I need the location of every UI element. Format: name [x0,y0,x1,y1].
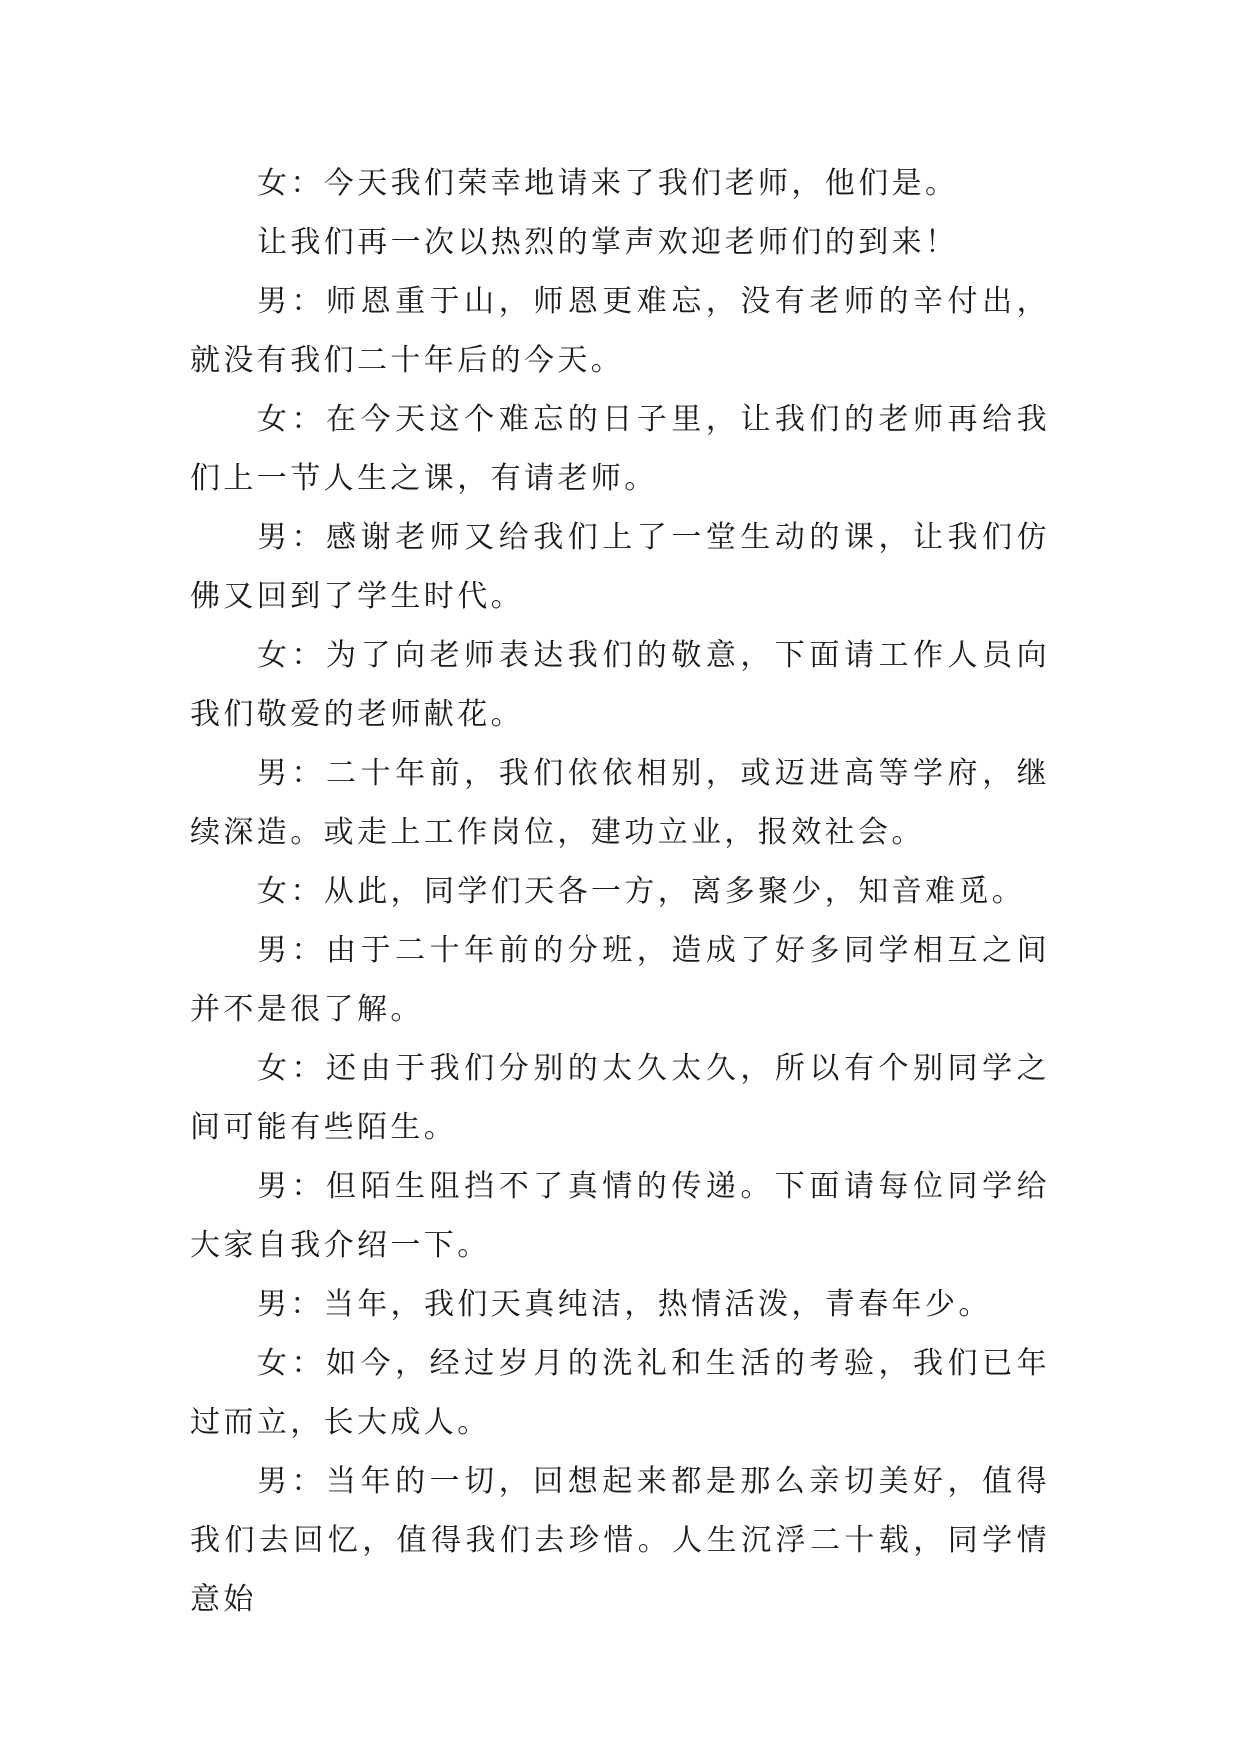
paragraph: 男：师恩重于山，师恩更难忘，没有老师的辛付出，就没有我们二十年后的今天。 [190,284,1050,378]
paragraph: 男：但陌生阻挡不了真情的传递。下面请每位同学给大家自我介绍一下。 [190,1169,1050,1263]
paragraph: 男：由于二十年前的分班，造成了好多同学相互之间并不是很了解。 [190,933,1050,1027]
paragraph: 女：还由于我们分别的太久太久，所以有个别同学之间可能有些陌生。 [190,1051,1050,1145]
paragraph: 男：感谢老师又给我们上了一堂生动的课，让我们仿佛又回到了学生时代。 [190,520,1050,614]
paragraph: 男：当年的一切，回想起来都是那么亲切美好，值得我们去回忆，值得我们去珍惜。人生沉浮二十载，同学情意始 [190,1464,1050,1617]
paragraph: 女：如今，经过岁月的洗礼和生活的考验，我们已年过而立，长大成人。 [190,1346,1050,1440]
paragraph: 女：今天我们荣幸地请来了我们老师，他们是。 [257,166,959,201]
paragraph: 女：为了向老师表达我们的敬意，下面请工作人员向我们敬爱的老师献花。 [190,638,1050,732]
document-body [190,154,1050,1629]
paragraph: 女：从此，同学们天各一方，离多聚少，知音难觅。 [257,874,1026,909]
paragraph: 男：当年，我们天真纯洁，热情活泼，青春年少。 [257,1287,992,1322]
paragraph: 男：二十年前，我们依依相别，或迈进高等学府，继续深造。或走上工作岗位，建功立业，报效社会。 [190,756,1050,850]
paragraph: 女：在今天这个难忘的日子里，让我们的老师再给我们上一节人生之课，有请老师。 [190,402,1050,496]
paragraph: 让我们再一次以热烈的掌声欢迎老师们的到来！ [257,225,959,260]
